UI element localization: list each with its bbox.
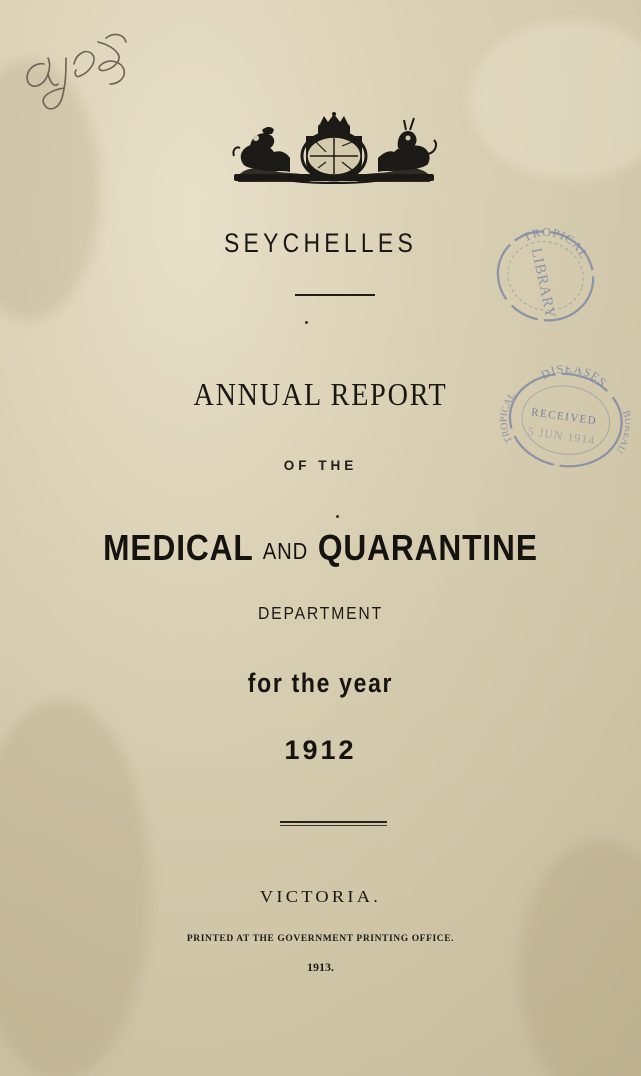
country-title: SEYCHELLES — [223, 228, 418, 258]
handwritten-catalog-mark — [14, 18, 134, 113]
decorative-rule — [295, 294, 375, 296]
royal-coat-of-arms-icon — [228, 112, 440, 190]
printer-line: PRINTED AT THE GOVERNMENT PRINTING OFFICE. — [186, 934, 455, 944]
of-the-label: OF THE — [283, 458, 358, 473]
received-stamp-date-text: 5 JUN 1914 — [526, 424, 597, 448]
library-stamp-top-text: TROPICAL — [520, 224, 592, 262]
publication-year: 1913. — [307, 960, 334, 974]
decorative-double-rule — [280, 821, 387, 826]
department-label: DEPARTMENT — [257, 603, 384, 623]
place-of-publication: VICTORIA. — [259, 887, 382, 906]
received-stamp-top-text: DISEASES — [538, 361, 610, 390]
for-the-year-label: for the year — [247, 668, 394, 698]
received-stamp-right-text: BUREAU — [613, 409, 634, 456]
department-name-quarantine: QUARANTINE — [317, 527, 538, 568]
report-year: 1912 — [284, 735, 357, 765]
received-stamp-left-text: TROPICAL — [498, 390, 519, 445]
svg-text:DISEASES — [537, 357, 612, 390]
svg-text:BUREAU — [613, 408, 636, 457]
decorative-dot — [305, 321, 308, 324]
received-stamp-middle-text: RECEIVED — [530, 406, 598, 428]
department-name-medical: MEDICAL — [103, 527, 254, 568]
department-name-heading — [38, 527, 602, 569]
received-stamp — [493, 357, 636, 479]
department-name-and: AND — [262, 538, 309, 564]
report-title: ANNUAL REPORT — [193, 376, 448, 412]
library-stamp-middle-text: LIBRARY — [527, 246, 559, 321]
decorative-dot — [336, 515, 339, 518]
